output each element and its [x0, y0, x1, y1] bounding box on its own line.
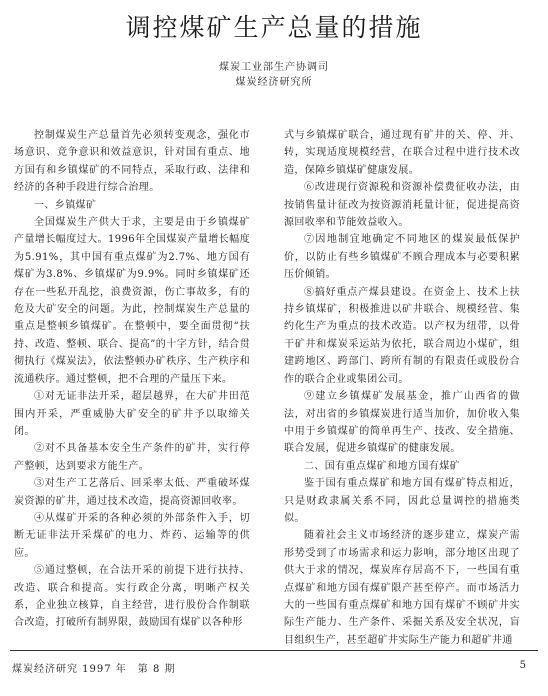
- paragraph: 鉴于国有重点煤矿和地方国有煤矿特点相近，只是财政隶属关系不同，因此总量调控的措施类似。: [284, 478, 520, 524]
- paragraph: ⑨建立乡镇煤矿发展基金，推广山西省的做法，对出省的乡镇煤炭进行适当加价，加价收入集中用于乡镇煤矿的简单再生产、技改、安全措施、联合发展，促进乡镇煤矿的健康发展。: [284, 391, 520, 455]
- paragraph: ②对不具备基本安全生产条件的矿井，实行停产整顿，达到要求方能生产。: [14, 443, 250, 472]
- paragraph: ⑥改进现行资源税和资源补偿费征收办法，由按销售量计征改为按资源消耗量计征，促进提高资源回收率和节能效益收入。: [284, 182, 520, 229]
- paragraph: ⑦因地制宜地确定不同地区的煤炭最低保护价，以防止有些乡镇煤矿不顾合理成本与必要积累压价倾销。: [284, 234, 520, 281]
- author-line-2: 煤炭经济研究所: [235, 77, 313, 88]
- section-heading: 一、乡镇煤矿: [34, 199, 97, 211]
- paragraph: ⑤通过整顿，在合法开采的前提下进行扶持、改造、联合和提高。实行政企分离，明晰产权关系，企业独立核算，自主经营，进行股份合作制联合改造，打破所有制界限，鼓励国有煤矿以各种形: [14, 565, 250, 629]
- paragraph: 随着社会主义市场经济的逐步建立，煤炭产需形势受到了市场需求和运力影响，部分地区出现了供大于求的情况，煤炭库存居高不下，一些国有重点煤矿和地方国有煤矿限产甚至停产。而市场活力大的一些国有重点煤矿和地方国有煤矿不顾矿井实际生产能力、生产条件、采掘关系及安全状况，盲目组织生产，甚至超矿井实际生产能力和超矿井通: [284, 530, 520, 646]
- paragraph: 控制煤炭生产总量首先必须转变观念，强化市场意识、竞争意识和效益意识，针对国有重点、地方国有和乡镇煤矿的不同特点，采取行政、法律和经济的各种手段进行综合治理。: [14, 130, 250, 194]
- left-column: [14, 127, 250, 632]
- page-number: 5: [519, 660, 526, 671]
- paragraph: ⑧搞好重点产煤县建设。在资金上、技术上扶持乡镇煤矿，积极推进以矿井联合、规模经营、集约化生产为重点的技术改造。以产权为纽带，以骨干矿井和煤炭采运站为依托，联合周边小煤矿，组建跨地区、跨部门、跨所有制的有限责任或股份合作的联合企业或集团公司。: [284, 286, 520, 385]
- paragraph: 全国煤炭生产供大于求，主要是由于乡镇煤矿产量增长幅度过大。1996年全国煤炭产量增长幅度为5.91%，其中国有重点煤矿为2.7%、地方国有煤矿为3.8%、乡镇煤矿为9.9%。同时乡镇煤矿还存在一些私开乱挖，浪费资源，伤亡事故多，有的危及大矿安全的问题。为此，控制煤炭生产总量的重点是整顿乡镇煤矿。在整顿中，要全面贯彻“扶持、改造、整顿、联合、提高”的十字方针，结合贯彻执行《煤炭法》，依法整顿办矿秩序、生产秩序和流通秩序。通过整顿，把不合理的产量压下来。: [14, 217, 250, 385]
- article-title: 调控煤矿生产总量的措施: [125, 13, 423, 42]
- author-line-1: 煤炭工业部生产协调司: [219, 62, 329, 73]
- section-heading: 二、国有重点煤矿和地方国有煤矿: [304, 460, 460, 472]
- journal-footer: 煤炭经济研究 1997 年 第 8 期: [12, 664, 176, 675]
- paragraph: ①对无证非法开采，超层越界，在大矿井田范围内开采，严重威胁大矿安全的矿井予以取缔关闭。: [14, 391, 250, 437]
- paragraph: ③对生产工艺落后、回采率太低、严重破坏煤炭资源的矿井，通过技术改造，提高资源回收率。: [14, 478, 250, 507]
- paragraph: ④从煤矿开采的各种必须的外部条件入手，切断无证非法开采煤矿的电力、炸药、运输等的供应。: [14, 512, 250, 559]
- footer-divider: [10, 650, 538, 651]
- right-column: [284, 127, 520, 649]
- paragraph: 式与乡镇煤矿联合，通过现有矿井的关、停、并、转，实现适度规模经营，在联合过程中进行技术改造，保障乡镇煤矿健康发展。: [284, 130, 520, 176]
